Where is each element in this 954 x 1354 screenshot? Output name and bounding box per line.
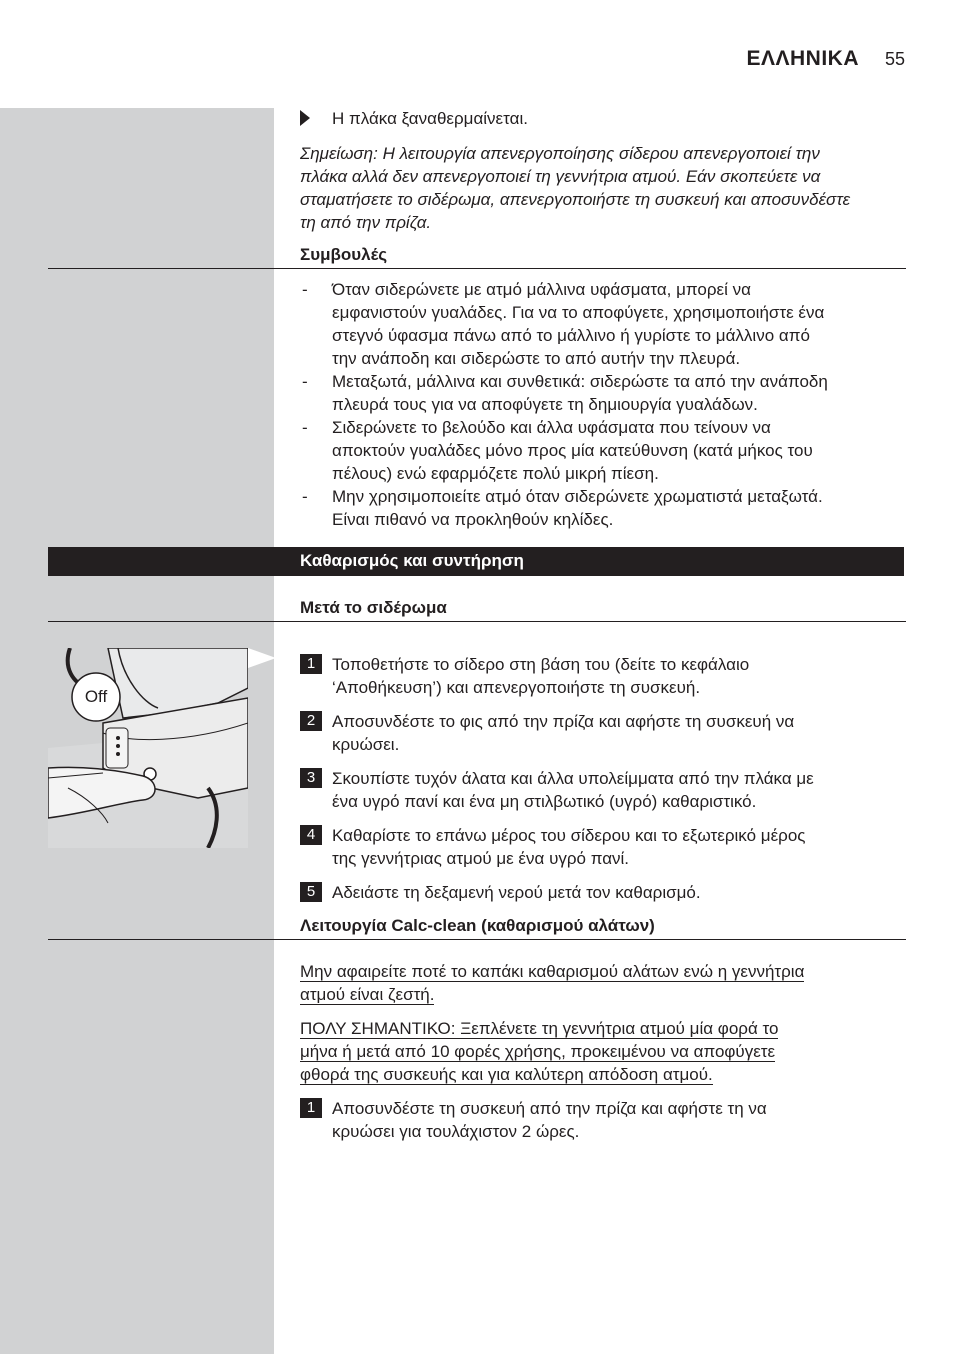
list-item: - Μην χρησιμοποιείτε ατμό όταν σιδερώνετε χρωματιστά μεταξωτά. Είναι πιθανό να προκληθούν κηλίδες.: [302, 487, 823, 529]
step-number: 1: [300, 1098, 322, 1118]
step-item: 2 Αποσυνδέστε το φις από την πρίζα και αφήστε τη συσκευή να κρυώσει.: [300, 710, 904, 756]
note-line: Σημείωση: Η λειτουργία απενεργοποίησης σίδερου απενεργοποιεί την: [300, 144, 820, 163]
step-item: 1 Αποσυνδέστε τη συσκευή από την πρίζα και αφήστε τη να κρυώσει για τουλάχιστον 2 ώρες.: [300, 1097, 904, 1143]
after-ironing-heading: Μετά το σιδέρωμα: [300, 598, 447, 617]
calc-clean-heading: Λειτουργία Calc-clean (καθαρισμού αλάτων): [300, 916, 655, 935]
list-item: - Μεταξωτά, μάλλινα και συνθετικά: σιδερώστε τα από την ανάποδη πλευρά τους για να αποφύγετε τη δημιουργία γυαλάδων.: [302, 372, 828, 414]
iron-illustration: [48, 648, 248, 848]
divider: [48, 621, 906, 622]
result-line: Η πλάκα ξαναθερμαίνεται.: [332, 109, 528, 128]
iron-off-illustration: [48, 648, 248, 848]
warning-paragraph: Μην αφαιρείτε ποτέ το καπάκι καθαρισμού αλάτων ενώ η γεννήτρια ατμού είναι ζεστή.: [300, 962, 805, 1004]
off-label: Off: [84, 687, 108, 706]
section-title: Καθαρισμός και συντήρηση: [300, 551, 524, 570]
callout-pointer: [248, 648, 278, 668]
language-header: ΕΛΛΗΝΙΚΑ: [746, 47, 859, 70]
step-number: 3: [300, 768, 322, 788]
step-item: 5 Αδειάστε τη δεξαμενή νερού μετά τον καθαρισμό.: [300, 881, 904, 904]
note-line: τη από την πρίζα.: [300, 213, 432, 232]
important-paragraph: ΠΟΛΥ ΣΗΜΑΝΤΙΚΟ: Ξεπλένετε τη γεννήτρια ατμού μία φορά το μήνα ή μετά από 10 φορές χρήσης, προκειμένου να αποφύγετε φθορά της συσκευής και για καλύτερη απόδοση ατμού.: [300, 1019, 779, 1084]
step-number: 4: [300, 825, 322, 845]
list-item: - Όταν σιδερώνετε με ατμό μάλλινα υφάσματα, μπορεί να εμφανιστούν γυαλάδες. Για να το αποφύγετε, χρησιμοποιήστε ένα στεγνό ύφασμα πάνω από το μάλλινο ή γυρίστε το μάλλινο από την ανάποδη και σιδερώστε το από αυτήν την πλευρά.: [302, 280, 825, 368]
tips-list: [300, 278, 904, 531]
note-line: σταματήσετε το σιδέρωμα, απενεργοποιήστε τη συσκευή και αποσυνδέστε: [300, 190, 851, 209]
step-item: 4 Καθαρίστε το επάνω μέρος του σίδερου και το εξωτερικό μέρος της γεννήτριας ατμού με ένα υγρό πανί.: [300, 824, 904, 870]
divider: [48, 268, 906, 269]
step-item: 3 Σκουπίστε τυχόν άλατα και άλλα υπολείμματα από την πλάκα με ένα υγρό πανί και ένα μη στιλβωτικό (υγρό) καθαριστικό.: [300, 767, 904, 813]
tips-heading: Συμβουλές: [300, 245, 388, 264]
divider: [48, 939, 906, 940]
note-line: πλάκα αλλά δεν απενεργοποιεί τη γεννήτρια ατμού. Εάν σκοπεύετε να: [300, 167, 821, 186]
step-number: 5: [300, 882, 322, 902]
step-number: 1: [300, 654, 322, 674]
list-item: - Σιδερώνετε το βελούδο και άλλα υφάσματα που τείνουν να αποκτούν γυαλάδες μόνο προς μία κατεύθυνση (κατά μήκος του πέλους) ενώ εφαρμόζετε πολύ μικρή πίεση.: [302, 418, 813, 483]
note-paragraph: [300, 142, 904, 234]
step-number: 2: [300, 711, 322, 731]
step-item: 1 Τοποθετήστε το σίδερο στη βάση του (δείτε το κεφάλαιο ‘Αποθήκευση’) και απενεργοποιήστε τη συσκευή.: [300, 653, 904, 699]
page-number: 55: [884, 49, 905, 69]
